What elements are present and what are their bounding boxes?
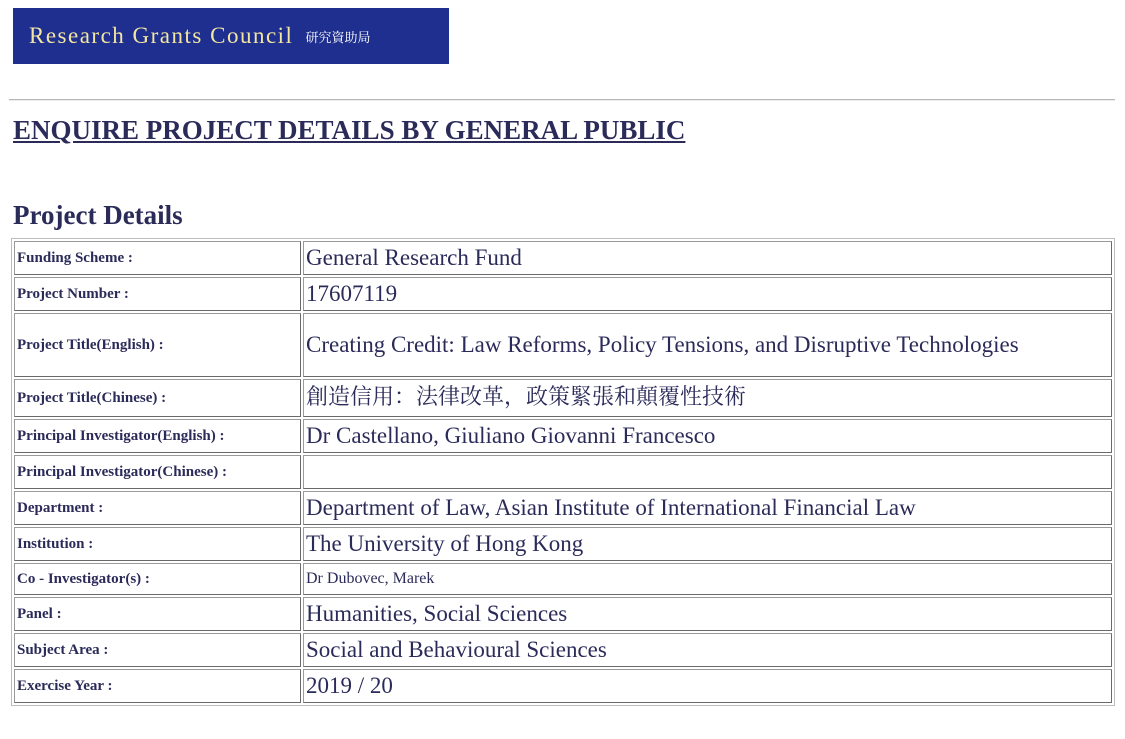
table-row-institution <box>14 527 1112 561</box>
table-row-title-chinese <box>14 379 1112 417</box>
logo-text-english: Research Grants Council <box>29 23 294 48</box>
pi-chinese-value <box>303 455 1112 489</box>
funding-scheme-value: General Research Fund <box>303 241 1112 275</box>
project-number-value: 17607119 <box>303 277 1112 311</box>
co-investigators-value: Dr Dubovec, Marek <box>303 563 1112 595</box>
department-value: Department of Law, Asian Institute of International Financial Law <box>303 491 1112 525</box>
section-title: Project Details <box>13 200 183 230</box>
co-investigators-label: Co - Investigator(s) : <box>14 563 301 595</box>
table-row-project-number <box>14 277 1112 311</box>
department-label: Department : <box>14 491 301 525</box>
institution-label: Institution : <box>14 527 301 561</box>
table-row-funding-scheme <box>14 241 1112 275</box>
rgc-logo <box>13 8 449 64</box>
table-row-pi-chinese <box>14 455 1112 489</box>
page-title-link[interactable]: ENQUIRE PROJECT DETAILS BY GENERAL PUBLIC <box>13 115 686 145</box>
funding-scheme-label: Funding Scheme : <box>14 241 301 275</box>
title-chinese-label: Project Title(Chinese) : <box>14 379 301 417</box>
table-row-subject-area <box>14 633 1112 667</box>
exercise-year-label: Exercise Year : <box>14 669 301 703</box>
project-details-table <box>11 238 1115 706</box>
table-row-department <box>14 491 1112 525</box>
title-english-value: Creating Credit: Law Reforms, Policy Tensions, and Disruptive Technologies <box>303 313 1112 377</box>
subject-area-label: Subject Area : <box>14 633 301 667</box>
title-chinese-value: 創造信用：法律改革，政策緊張和顛覆性技術 <box>303 379 1112 417</box>
table-row-co-investigators <box>14 563 1112 595</box>
table-row-title-english <box>14 313 1112 377</box>
institution-value: The University of Hong Kong <box>303 527 1112 561</box>
table-row-exercise-year <box>14 669 1112 703</box>
exercise-year-value: 2019 / 20 <box>303 669 1112 703</box>
pi-chinese-label: Principal Investigator(Chinese) : <box>14 455 301 489</box>
project-number-label: Project Number : <box>14 277 301 311</box>
pi-english-value: Dr Castellano, Giuliano Giovanni Francesco <box>303 419 1112 453</box>
pi-english-label: Principal Investigator(English) : <box>14 419 301 453</box>
panel-label: Panel : <box>14 597 301 631</box>
table-row-panel <box>14 597 1112 631</box>
subject-area-value: Social and Behavioural Sciences <box>303 633 1112 667</box>
panel-value: Humanities, Social Sciences <box>303 597 1112 631</box>
title-english-label: Project Title(English) : <box>14 313 301 377</box>
table-row-pi-english <box>14 419 1112 453</box>
logo-text-chinese: 研究資助局 <box>305 30 371 46</box>
header-divider <box>9 99 1115 101</box>
